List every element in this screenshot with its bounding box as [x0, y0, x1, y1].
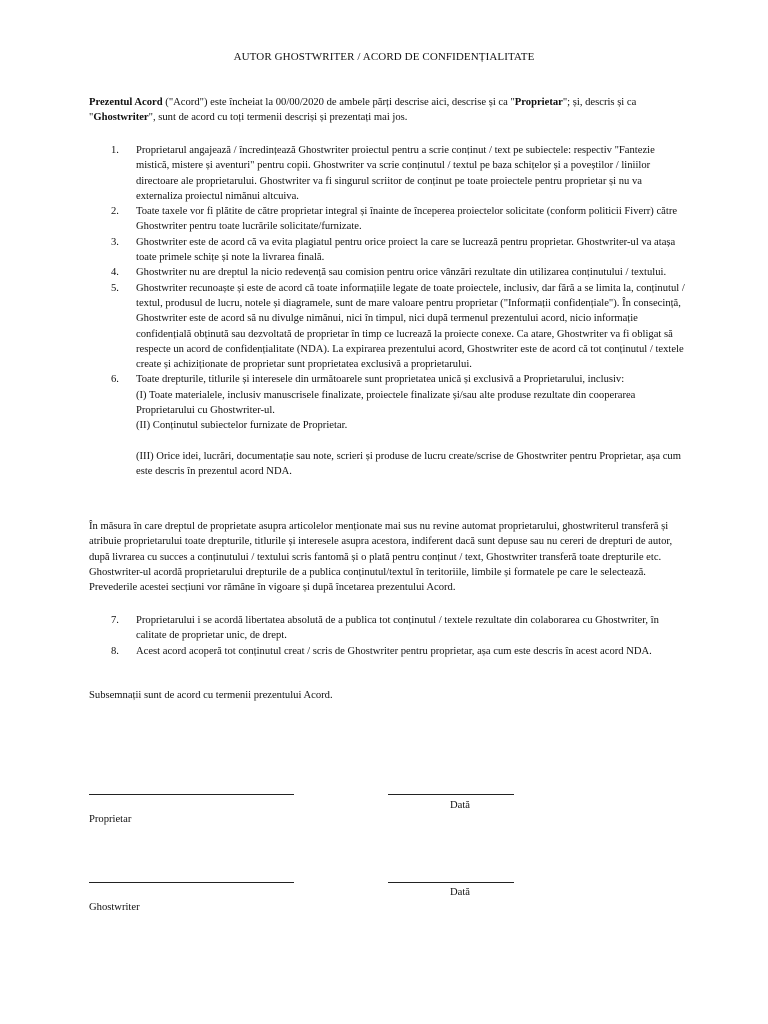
clauses-list-b — [89, 613, 689, 659]
intro-paragraph — [89, 95, 689, 126]
clause-number: 6. — [111, 374, 119, 386]
date-label: Dată — [450, 887, 470, 898]
closing-statement: Subsemnații sunt de acord cu termenii prezentului Acord. — [89, 690, 333, 701]
intro-bold-lead: Prezentul Acord — [89, 97, 163, 108]
ghostwriter-signature-line[interactable] — [89, 882, 294, 883]
clause-number: 8. — [111, 645, 119, 657]
clause-text: Ghostwriter nu are dreptul la nicio redevență sau comision pentru orice vânzări rezultate din utilizarea conținutului / textului. — [136, 267, 667, 279]
clause-text: Proprietarul angajează / încredințează Ghostwriter proiectul pentru a scrie conținut / text pe subiectele: respectiv "Fantezie mistică, mistere și aventuri" pentru copii. Ghostwriter va scrie conținutul / textul pe baza schițelor și a poveștilor / liniilor directoare ale proprietarului. Ghostwriter va fi singurul scriitor de conținut pe toate proiectele pentru proprietar și nu va externaliza proiectul nimănui altcuiva. — [136, 145, 655, 202]
spacer — [136, 434, 689, 449]
clause-3 — [89, 235, 689, 266]
owner-date-line[interactable] — [388, 794, 514, 795]
date-label: Dată — [450, 800, 470, 811]
clauses-list — [89, 143, 689, 479]
intro-part-3: ", sunt de acord cu toți termenii descriși și prezentați mai jos. — [148, 112, 408, 124]
clause-text: Ghostwriter recunoaște și este de acord că toate informațiile legate de toate proiectele, inclusiv, dar fără a se limita la, conținutul / textul, produsul de lucru, notele și diagramele, sunt de mare valoare pentru proprietar ("Informații confidențiale"). În consecință, Ghostwriter este de acord să nu divulge nimănui, nici în timpul, nici după termenul prezentului acord, nicio informație confidențială obținută sau dezvoltată de proprietar în timp ce lucrează la proiecte conexe. Ca atare, Ghostwriter va fi obligat să respecte un acord de confidențialitate (NDA). La expirarea prezentului acord, Ghostwriter este de acord că tot conținutul / textele create și achiziționate de proprietar sunt proprietatea exclusivă a proprietarului. — [136, 282, 685, 371]
clause-6-subitem-1: (I) Toate materialele, inclusiv manuscrisele finalizate, proiectele finalizate și/sau alte produse rezultate din cooperarea Proprietarului cu Ghostwriter-ul. — [136, 389, 636, 417]
clause-5 — [89, 281, 689, 373]
clause-number: 7. — [111, 615, 119, 626]
clause-number: 4. — [111, 267, 119, 279]
clause-6-subitem-3: (III) Orice idei, lucrări, documentație sau note, scrieri și produse de lucru create/scrise de Ghostwriter pentru Proprietar, așa cum este descris în prezentul acord NDA. — [136, 450, 681, 477]
ghostwriter-date-line[interactable] — [388, 882, 514, 883]
clause-number: 5. — [111, 282, 119, 294]
clause-4 — [89, 265, 689, 280]
clause-6 — [89, 372, 689, 479]
intro-bold-owner: Proprietar — [514, 97, 563, 108]
owner-label: Proprietar — [89, 814, 132, 825]
clause-text: Acest acord acoperă tot conținutul creat / scris de Ghostwriter pentru proprietar, așa cum este descris în acest acord NDA. — [136, 645, 652, 657]
clause-text: Ghostwriter este de acord că va evita plagiatul pentru orice proiect la care se lucrează pentru proprietar. Ghostwriter-ul va atașa toate primele schițe și note la livrarea finală. — [136, 236, 676, 264]
middle-paragraph: În măsura în care dreptul de proprietate asupra articolelor menționate mai sus nu revine automat proprietarului, ghostwriterul transferă și atribuie proprietarului toate drepturile, titlurile și interesele asupra acestora, indiferent dacă sunt depuse sau nu cereri de drepturi de autor, după livrarea cu succes a conținutului / textului scris fantomă și o plată pentru conținut / text, Ghostwriter transferă toate drepturile etc. Ghostwriter-ul acordă proprietarului drepturile de a publica conținutul/textul în teritoriile, limbile și formatele pe care le selectează. Prevederile acestei secțiuni vor rămâne în vigoare și după încetarea prezentului Acord. — [89, 521, 673, 594]
clause-2 — [89, 204, 689, 235]
clause-number: 2. — [111, 206, 119, 218]
clause-text: Toate taxele vor fi plătite de către proprietar integral și înainte de începerea proiectelor solicitate (conform politicii Fiverr) către Ghostwriter pentru toate lucrările solicitate/furnizate. — [136, 206, 678, 233]
intro-bold-ghost: Ghostwriter — [93, 112, 149, 124]
owner-signature-line[interactable] — [89, 794, 294, 795]
clause-1 — [89, 143, 689, 204]
intro-part-2: "; și, descris și ca " — [89, 97, 637, 124]
clause-text: Proprietarului i se acordă libertatea absolută de a publica tot conținutul / textele rezultate din colaborarea cu Ghostwriter, în calitate de proprietar unic, de drept. — [136, 615, 659, 642]
clause-6-subitem-2: (II) Conținutul subiectelor furnizate de Proprietar. — [136, 420, 348, 432]
clause-8 — [89, 644, 689, 659]
intro-part-1: ("Acord") este încheiat la 00/00/2020 de ambele părți descrise aici, descrise și ca " — [162, 97, 515, 108]
clause-number: 1. — [111, 145, 119, 156]
clause-number: 3. — [111, 236, 119, 248]
document-title: AUTOR GHOSTWRITER / ACORD DE CONFIDENȚIALITATE — [233, 51, 535, 63]
clause-7 — [89, 613, 689, 644]
ghostwriter-label: Ghostwriter — [89, 902, 140, 913]
clause-text: Toate drepturile, titlurile și interesele din următoarele sunt proprietatea unică și exclusivă a Proprietarului, inclusiv: — [136, 374, 625, 386]
